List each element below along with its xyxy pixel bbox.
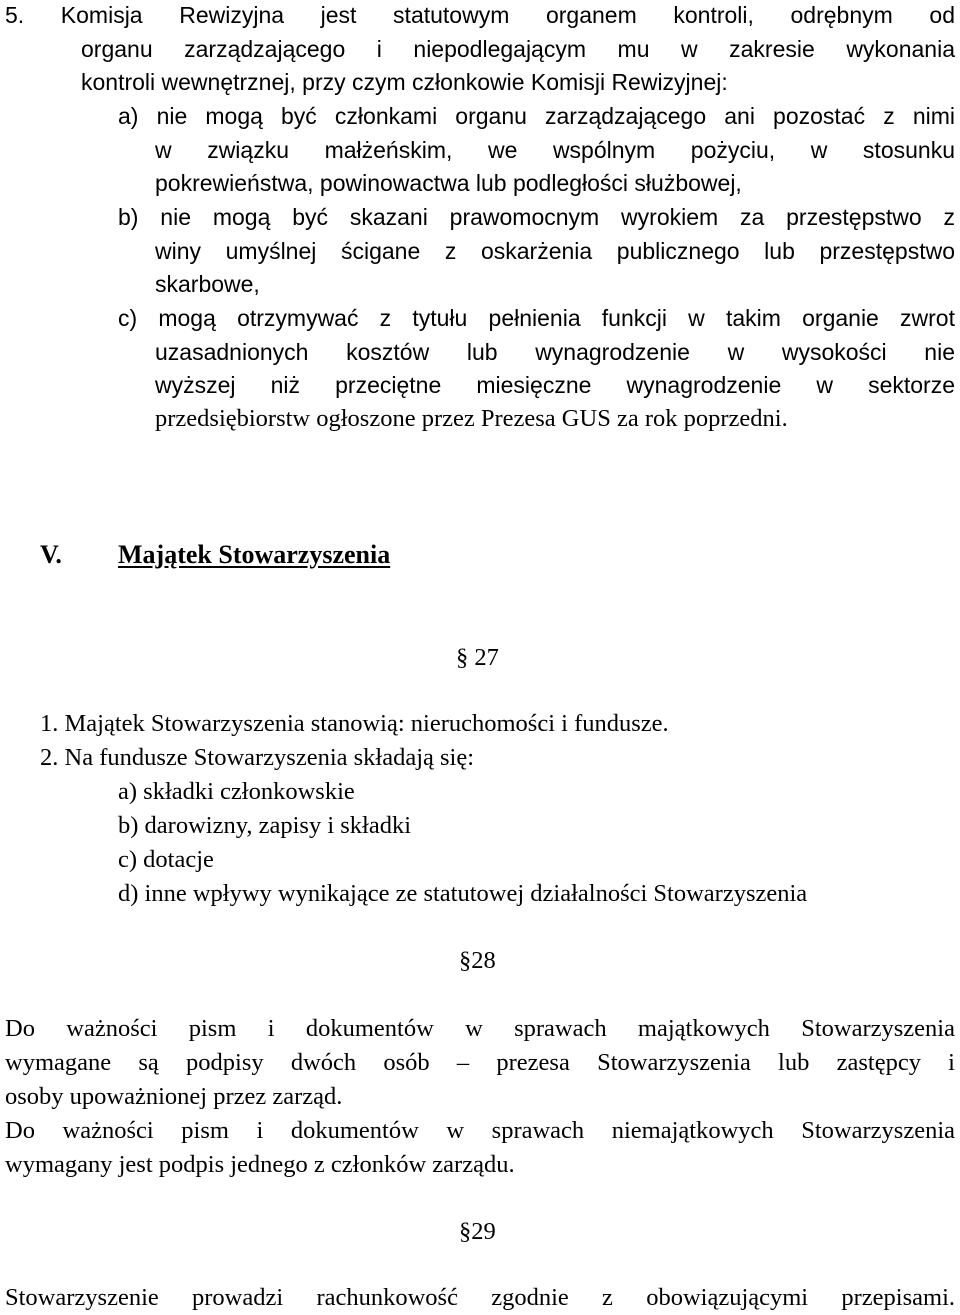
paragraph-27-mark: § 27 [456, 644, 499, 671]
par27-item-2: 2. Na fundusze Stowarzyszenia składają się: [40, 744, 475, 771]
par27-item-d: d) inne wpływy wynikające ze statutowej działalności Stowarzyszenia [118, 880, 808, 907]
item5-a-line-1: a) nie mogą być członkami organu zarządzającego ani pozostać z nimi [118, 103, 955, 129]
paragraph-28-mark: §28 [459, 947, 496, 974]
par28-p2-line-1: Do ważności pism i dokumentów w sprawach niemajątkowych Stowarzyszenia [5, 1117, 955, 1144]
item5-line-1: 5. Komisja Rewizyjna jest statutowym organem kontroli, odrębnym od [5, 2, 955, 28]
paragraph-29-mark: §29 [459, 1218, 496, 1245]
item5-c-line-4: przedsiębiorstw ogłoszone przez Prezesa GUS za rok poprzedni. [155, 405, 788, 432]
par29-text: Stowarzyszenie prowadzi rachunkowość zgodnie z obowiązującymi przepisami. [5, 1284, 955, 1311]
item5-c-line-3: wyższej niż przeciętne miesięczne wynagrodzenie w sektorze [155, 372, 955, 398]
par27-item-1: 1. Majątek Stowarzyszenia stanowią: nieruchomości i fundusze. [40, 710, 669, 737]
item5-b-line-2: winy umyślnej ścigane z oskarżenia publicznego lub przestępstwo [155, 238, 955, 264]
par28-p1-line-3: osoby upoważnionej przez zarząd. [5, 1083, 343, 1110]
item5-line-2: organu zarządzającego i niepodlegającym mu w zakresie wykonania [81, 36, 955, 62]
par28-p1-line-2: wymagane są podpisy dwóch osób – prezesa Stowarzyszenia lub zastępcy i [5, 1049, 955, 1076]
chapter-number: V. [40, 540, 62, 569]
item5-a-line-3: pokrewieństwa, powinowactwa lub podległości służbowej, [155, 170, 742, 196]
item5-c-line-1: c) mogą otrzymywać z tytułu pełnienia funkcji w takim organie zwrot [118, 305, 955, 331]
item5-a-line-2: w związku małżeńskim, we wspólnym pożyciu, w stosunku [155, 137, 955, 163]
par27-item-c: c) dotacje [118, 846, 214, 873]
item5-line-3: kontroli wewnętrznej, przy czym członkowie Komisji Rewizyjnej: [81, 69, 728, 95]
par27-item-b: b) darowizny, zapisy i składki [118, 812, 412, 839]
par28-p2-line-2: wymagany jest podpis jednego z członków zarządu. [5, 1151, 515, 1178]
item5-b-line-3: skarbowe, [155, 271, 260, 297]
par28-p1-line-1: Do ważności pism i dokumentów w sprawach majątkowych Stowarzyszenia [5, 1015, 955, 1042]
item5-b-line-1: b) nie mogą być skazani prawomocnym wyrokiem za przestępstwo z [118, 204, 955, 230]
chapter-title-text: Majątek Stowarzyszenia [118, 540, 391, 569]
par27-item-a: a) składki członkowskie [118, 778, 355, 805]
chapter-title [118, 540, 390, 570]
item5-c-line-2: uzasadnionych kosztów lub wynagrodzenie w wysokości nie [155, 339, 955, 365]
